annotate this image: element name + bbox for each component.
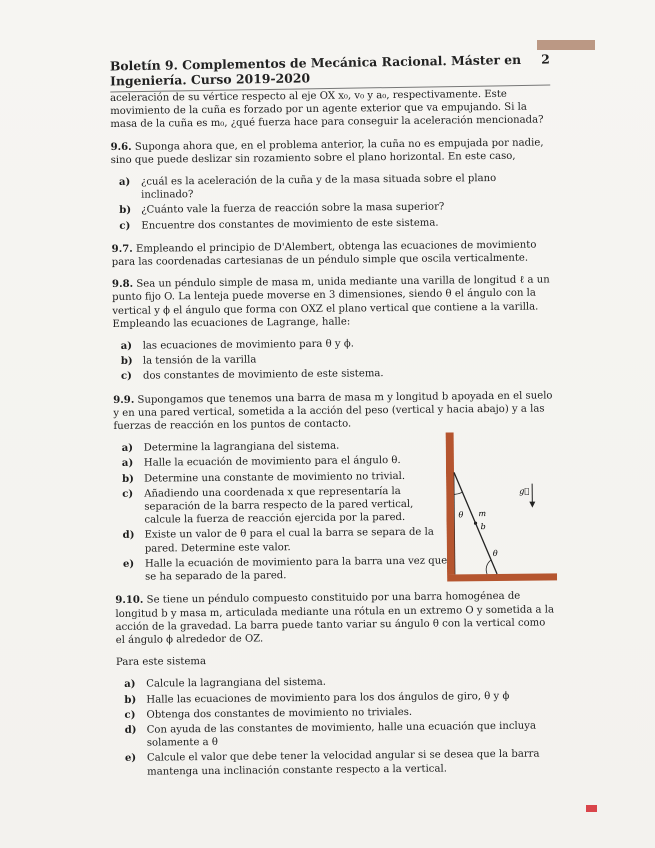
item-label: a) <box>118 176 131 188</box>
problem-9-9-items <box>114 439 453 585</box>
problem-9-6-items <box>111 171 552 232</box>
list-item <box>125 748 557 779</box>
floor <box>447 574 557 582</box>
list-item <box>123 526 453 556</box>
item-text: las ecuaciones de movimiento para θ y ϕ. <box>142 338 354 352</box>
problem-text: Supongamos que tenemos una barra de masa m y longitud b apoyada en el suelo y en una pared vertical, sometida a la acción del peso (vertical y hacia abajo) y a las fuerzas de reacción en los puntos de contacto. <box>113 390 553 433</box>
item-text: Halle la ecuación de movimiento para la barra una vez que se ha separado de la pared. <box>144 555 448 583</box>
item-text: Con ayuda de las constantes de movimiento, halle una ecuación que incluya solamente a θ <box>146 720 537 749</box>
item-label: a) <box>124 679 136 691</box>
header-title: Boletín 9. Complementos de Mecánica Racional. Máster en Ingeniería. Curso 2019-2020 <box>109 51 522 89</box>
label-g: g⃗ <box>519 486 530 497</box>
problem-9-8-items <box>113 335 553 383</box>
item-label: c) <box>119 220 131 232</box>
binder-tab <box>537 40 595 50</box>
item-text: Obtenga dos constantes de movimiento no triviales. <box>146 706 413 721</box>
list-item <box>122 454 452 471</box>
item-text: Halle las ecuaciones de movimiento para los dos ángulos de giro, θ y ϕ <box>146 690 510 706</box>
item-text: la tensión de la varilla <box>142 354 257 367</box>
page-number: 2 <box>541 51 550 67</box>
problem-text: Suponga ahora que, en el problema anterior, la cuña no es empujada por nadie, sino que puede deslizar sin rozamiento sobre el plano horizontal. En este caso, <box>110 137 544 166</box>
item-label: b) <box>121 473 134 485</box>
page-header <box>110 52 550 93</box>
item-label: b) <box>120 356 133 368</box>
list-item <box>122 469 452 486</box>
item-label: e) <box>124 753 137 765</box>
label-b: b <box>480 522 486 532</box>
problem-number: 9.7. <box>111 243 133 255</box>
list-item <box>119 171 551 202</box>
item-label: a) <box>121 458 134 470</box>
item-label: b) <box>124 694 137 706</box>
page-content <box>110 87 557 788</box>
problem-number: 9.8. <box>111 279 134 291</box>
problem-text: Empleando el principio de D'Alembert, obtenga las ecuaciones de movimiento para las coordenadas cartesianas de un péndulo simple que oscila verticalmente. <box>111 239 537 269</box>
intro-paragraph: aceleración de su vértice respecto al eje OX x₀, v₀ y a₀, respectivamente. Este movimiento de la cuña es forzado por un agente exterior que va empujando. Si la masa de la cuña es m₀, ¿qué fuerza hace para conseguir la aceleración mencionada? <box>110 88 544 131</box>
wall <box>446 433 455 575</box>
item-label: c) <box>120 371 132 383</box>
problem-number: 9.6. <box>110 141 132 153</box>
problem-9-8 <box>112 274 553 331</box>
item-label: c) <box>124 709 136 721</box>
list-item <box>119 215 551 233</box>
problem-9-9 <box>113 389 553 433</box>
problem-number: 9.9. <box>113 394 135 406</box>
list-item <box>122 484 452 527</box>
problem-number: 9.10. <box>115 594 144 607</box>
angle-arc-bottom <box>486 560 491 574</box>
angle-arc-top <box>454 493 462 495</box>
list-item <box>123 554 453 584</box>
label-theta-top: θ <box>458 510 464 520</box>
item-text: Encuentre dos constantes de movimiento de este sistema. <box>141 217 439 232</box>
item-text: Calcule la lagrangiana del sistema. <box>146 677 327 690</box>
item-text: Determine una constante de movimiento no trivial. <box>143 470 406 485</box>
item-label: a) <box>121 443 134 455</box>
problem-text: Se tiene un péndulo compuesto constituido por una barra homogénea de longitud b y masa m, articulada mediante una rótula en un extremo O y sometida a la acción de la gravedad. La barra puede tanto variar su ángulo θ con la vertical como el ángulo ϕ alrededor de OZ. <box>115 591 555 646</box>
item-text: ¿Cuánto vale la fuerza de reacción sobre la masa superior? <box>141 201 445 217</box>
label-theta-bottom: θ <box>492 549 498 559</box>
list-item <box>122 439 452 456</box>
problem-9-10-items <box>116 674 557 779</box>
problem-9-10 <box>115 590 556 647</box>
item-text: Determine la lagrangiana del sistema. <box>143 440 340 454</box>
list-item <box>125 719 557 750</box>
problem-9-7 <box>112 238 552 269</box>
label-m: m <box>478 509 487 519</box>
list-item <box>121 366 553 384</box>
item-label: b) <box>119 205 132 217</box>
problem-9-6 <box>111 136 551 167</box>
problem-9-10-lead: Para este sistema <box>115 656 207 669</box>
problem-text: Sea un péndulo simple de masa m, unida mediante una varilla de longitud ℓ a un punto fijo O. La lenteja puede moverse en 3 dimensiones, siendo θ el ángulo con la vertical y ϕ el ángulo que forma con OXZ el plano vertical que contiene a la varilla. Empleando las ecuaciones de Lagrange, halle: <box>112 274 550 330</box>
item-label: e) <box>122 558 135 570</box>
corner-mark <box>586 805 597 812</box>
item-text: Halle la ecuación de movimiento para el ángulo θ. <box>143 455 401 470</box>
item-text: Añadiendo una coordenada x que representaría la separación de la barra respecto de la pared vertical, calcule la fuerza de reacción ejercida por la pared. <box>144 485 414 526</box>
problem-9-9-block <box>114 438 555 585</box>
ladder-against-wall-figure <box>446 432 558 583</box>
item-label: c) <box>122 488 134 500</box>
item-text: dos constantes de movimiento de este sistema. <box>142 368 384 383</box>
item-text: Existe un valor de θ para el cual la barra se separa de la pared. Determine este valor. <box>144 527 434 555</box>
item-text: ¿cuál es la aceleración de la cuña y de la masa situada sobre el plano inclinado? <box>140 172 497 201</box>
item-label: a) <box>120 340 133 352</box>
item-label: d) <box>122 530 135 542</box>
item-text: Calcule el valor que debe tener la velocidad angular si se desea que la barra mantenga una inclinación constante respecto a la vertical. <box>146 748 540 778</box>
gravity-arrow-head <box>529 502 535 508</box>
item-label: d) <box>124 724 137 736</box>
